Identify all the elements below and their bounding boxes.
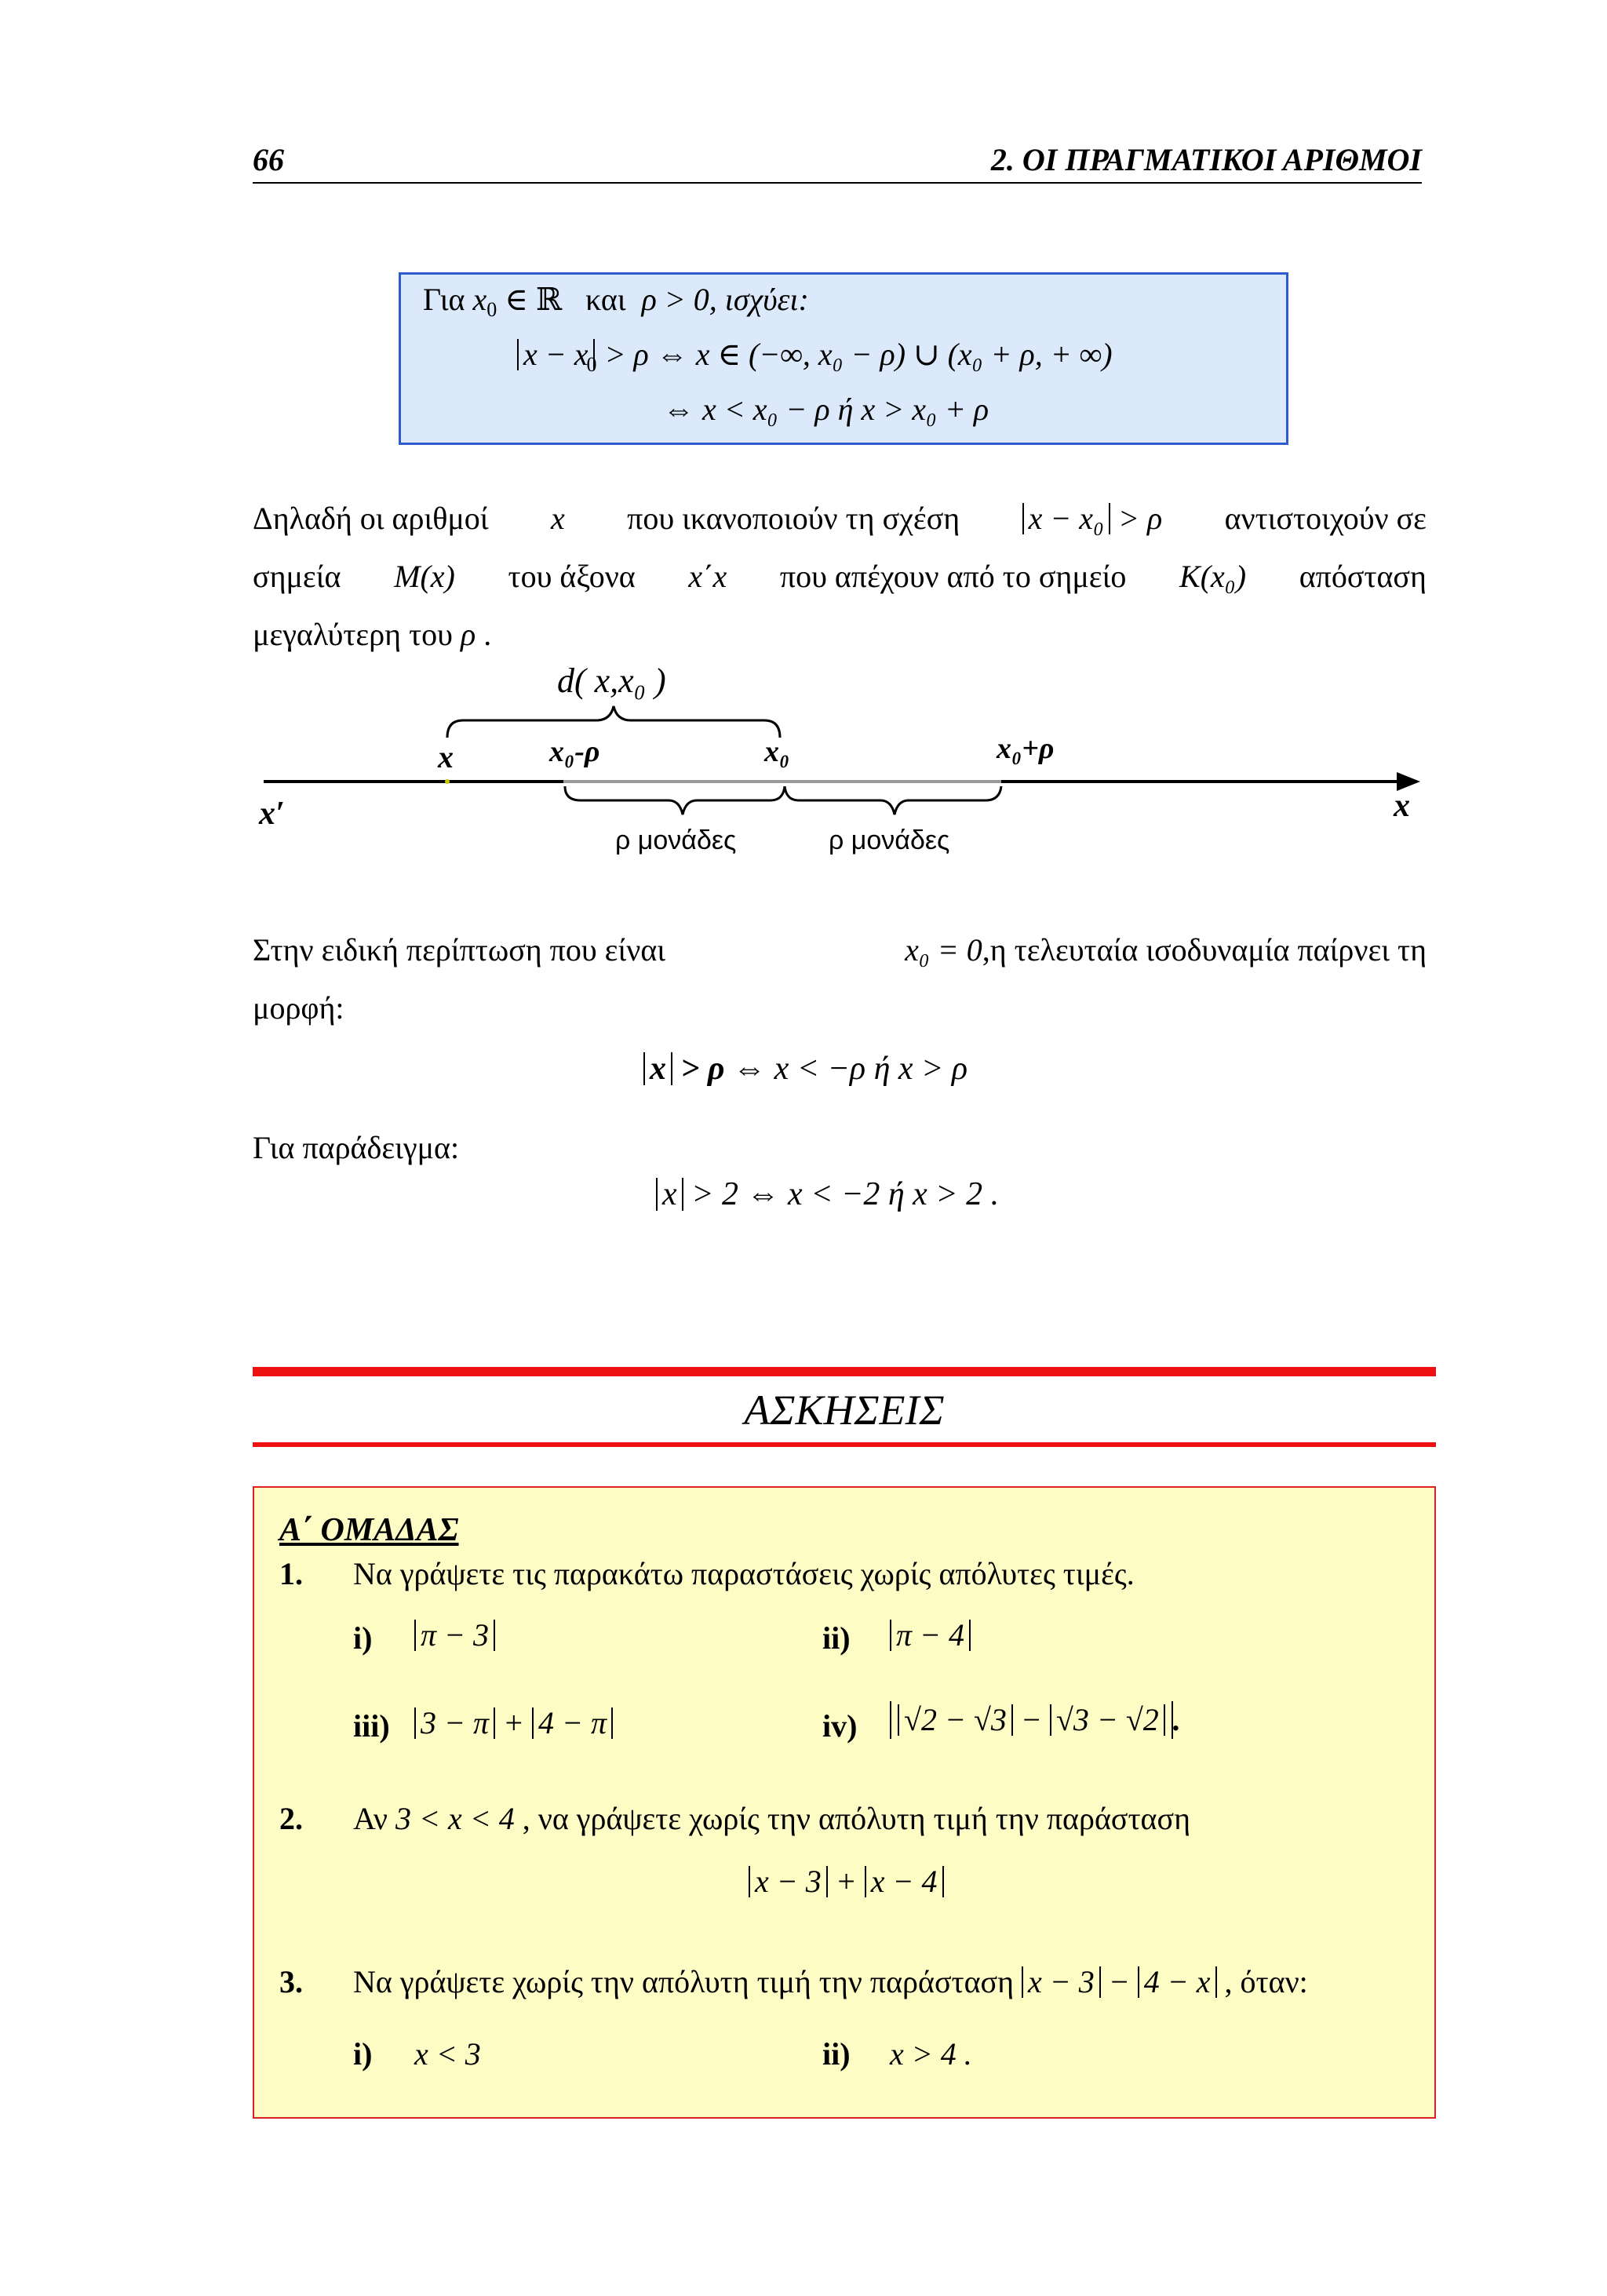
label-x0-minus-rho: x₀-ρ [549, 735, 600, 768]
p2-text-a: Στην ειδική περίπτωση που είναι [253, 932, 666, 968]
ex2-expr [749, 1863, 944, 1900]
p2-text-c: μορφή: [253, 990, 344, 1026]
units-right-label: ρ μονάδες [829, 825, 950, 855]
p1-relation-rest: > ρ [1117, 501, 1163, 536]
ex3-abs-a: x − 3 [1022, 1966, 1101, 1998]
ex1-text: Να γράψετε τις παρακάτω παραστάσεις χωρίς απόλυτες τιμές. [353, 1556, 1135, 1591]
distance-brace [447, 706, 780, 738]
formula-special-case [643, 1050, 967, 1088]
theorem-x0: x [472, 282, 487, 317]
exercise-box [253, 1486, 1436, 2119]
example-intro-text: Για παράδειγμα: [253, 1130, 460, 1165]
paragraph-special-case [253, 921, 1427, 1037]
label-x-end: x [1394, 788, 1410, 824]
units-left-label: ρ μονάδες [615, 825, 737, 855]
ex3-text [353, 1963, 1308, 2000]
theorem-and: και [585, 282, 626, 317]
exercises-bottom-rule [253, 1442, 1436, 1447]
ex1-i-expr [414, 1616, 495, 1653]
ex1-number: 1. [279, 1556, 303, 1591]
theorem-abs-expr: x − x [517, 339, 595, 370]
ex1-ii-label: ii) [822, 1620, 851, 1656]
theorem-in-reals: ∈ ℝ [505, 282, 563, 317]
paragraph-explanation [253, 490, 1427, 664]
p1-point-k: K(x₀) [1179, 559, 1247, 594]
brace-right-units [785, 786, 1001, 815]
ex2-text [353, 1800, 1190, 1837]
example-equivalence: > 2 ⇔ x < −2 ή x > 2 . [691, 1176, 1000, 1212]
ex1-i-label: i) [353, 1620, 373, 1656]
ex2-number: 2. [279, 1801, 303, 1836]
exercises-top-rule [253, 1367, 1436, 1376]
example-intro [253, 1119, 1427, 1177]
point-x-marker [445, 779, 450, 784]
label-x0-plus-rho: x₀+ρ [997, 732, 1055, 765]
group-title: Α΄ ΟΜΑΔΑΣ [279, 1512, 459, 1548]
ex2-text-b: , να γράψετε χωρίς την απόλυτη τιμή την παράσταση [522, 1801, 1190, 1836]
ex1-iv-abs-a: √2 − √3 [898, 1704, 1013, 1736]
ex2-condition: 3 < x < 4 [395, 1801, 515, 1836]
theorem-line-2: $x - x_0 > \rho$ ⇔ x ∈ (−∞, x₀ − ρ) ∪ (x₀ + ρ, + ∞) [517, 336, 1113, 373]
theorem-line-3 [663, 391, 989, 428]
theorem-equivalence-1: > ρ ⇔ x ∈ (−∞, x₀ − ρ) ∪ (x₀ + ρ, + ∞) [604, 337, 1113, 372]
ex1-iv-label: iv) [822, 1708, 858, 1744]
ex3-ii-label: ii) [822, 2036, 851, 2072]
p1-var-x: x [550, 501, 565, 536]
ex1-ii-expr [890, 1616, 971, 1653]
exercises-header [253, 1367, 1436, 1453]
p1-text-g: απόσταση [1299, 559, 1427, 594]
brace-left-units [565, 786, 785, 815]
ex1-iii-abs-a: 3 − π [414, 1707, 495, 1739]
label-x0: x₀ [764, 735, 790, 768]
ex3-i-expr: x < 3 [414, 2036, 481, 2072]
ex3-text-a: Να γράψετε χωρίς την απόλυτη τιμή την παράσταση [353, 1964, 1015, 1999]
ex3-i-label: i) [353, 2036, 373, 2072]
theorem-line-1: Για $x_0$ ∈ ℝ και ρ > 0, ισχύει: [423, 282, 809, 321]
p1-period: . [483, 617, 492, 652]
ex2-plus: + [835, 1864, 857, 1899]
ex2-abs-a: x − 3 [749, 1866, 828, 1897]
ex2-abs-b: x − 4 [865, 1866, 944, 1897]
theorem-condition: ρ > 0, ισχύει: [641, 282, 809, 317]
label-x-prime: x′ [259, 796, 285, 832]
ex1-iv-expr [890, 1701, 1181, 1739]
p1-rho: ρ [460, 617, 476, 652]
p1-text-a: Δηλαδή οι αριθμοί [253, 501, 489, 536]
p1-axis: x΄x [688, 559, 727, 594]
theorem-equivalence-2: ⇔ x < x₀ − ρ ή x > x₀ + ρ [663, 392, 989, 427]
ex1-iii-expr [414, 1704, 613, 1741]
formula-equivalence: ⇔ x < −ρ ή x > ρ [733, 1051, 968, 1087]
ex1-iv-abs-b: √3 − √2 [1050, 1704, 1165, 1736]
ex3-number: 3. [279, 1964, 303, 1999]
theorem-box [399, 272, 1288, 445]
ex1-i-abs: π − 3 [414, 1620, 495, 1651]
p1-text-e: του άξονα [508, 559, 636, 594]
exercises-title: ΑΣΚΗΣΕΙΣ [744, 1387, 945, 1434]
p2-text-b: ,η τελευταία ισοδυναμία παίρνει τη [982, 932, 1427, 968]
ex1-iii-abs-b: 4 − π [532, 1707, 613, 1739]
example-formula [656, 1175, 999, 1213]
ex1-iv-period: . [1172, 1702, 1181, 1737]
ex1-iv-outer [890, 1701, 1173, 1739]
ex3-ii-expr: x > 4 . [890, 2036, 972, 2072]
ex3-text-b: , όταν: [1224, 1964, 1308, 1999]
distance-label: d( x,x₀ ) [557, 661, 666, 700]
page-header [253, 141, 1422, 184]
p1-relation-abs: x − x₀ [1022, 503, 1110, 534]
formula-gt-rho: > ρ [680, 1051, 725, 1087]
p2-condition: x₀ = 0 [905, 932, 982, 968]
number-line-diagram [235, 651, 1459, 871]
p1-text-d: σημεία [253, 559, 341, 594]
formula-abs-x: x [643, 1052, 672, 1085]
ex3-abs-b: 4 − x [1138, 1966, 1217, 1998]
p1-point-m: M(x) [394, 559, 455, 594]
ex2-text-a: Αν [353, 1801, 388, 1836]
chapter-title: 2. ΟΙ ΠΡΑΓΜΑΤΙΚΟΙ ΑΡΙΘΜΟΙ [990, 142, 1422, 177]
ex1-iii-plus: + [503, 1705, 525, 1740]
example-abs-x: x [656, 1178, 683, 1211]
page-number: 66 [253, 142, 284, 177]
p1-text-f: που απέχουν από το σημείο [779, 559, 1127, 594]
ex1-ii-abs: π − 4 [890, 1620, 971, 1651]
p1-text-h: μεγαλύτερη του [253, 617, 453, 652]
ex1-iii-label: iii) [353, 1708, 390, 1744]
theorem-prefix: Για [423, 282, 465, 317]
ex1-iv-minus: − [1020, 1702, 1042, 1737]
p1-text-b: που ικανοποιούν τη σχέση [627, 501, 960, 536]
p1-text-c: αντιστοιχούν σε [1224, 501, 1427, 536]
label-x: x [438, 739, 454, 774]
ex3-minus: − [1108, 1964, 1130, 1999]
